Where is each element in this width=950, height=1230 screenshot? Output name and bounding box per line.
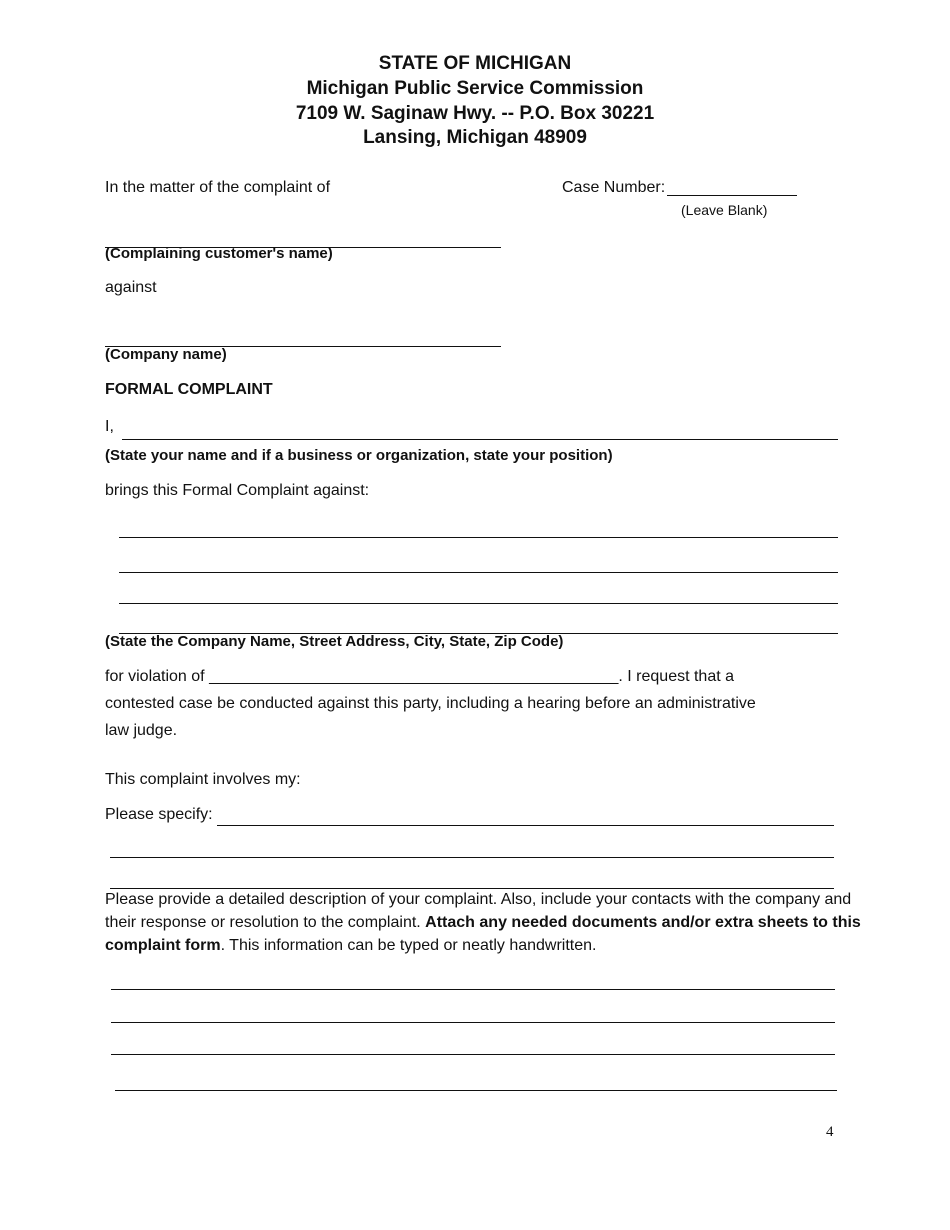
matter-label: In the matter of the complaint of <box>105 179 331 196</box>
involves-label: This complaint involves my: <box>105 771 301 788</box>
violation-prefix: for violation of <box>105 668 205 685</box>
company-address-label: (State the Company Name, Street Address, City, State, Zip Code) <box>105 633 564 650</box>
specify-field[interactable] <box>217 825 834 826</box>
complainant-name-field[interactable] <box>122 439 838 440</box>
state-name-label: (State your name and if a business or organization, state your position) <box>105 447 613 464</box>
case-number-label: Case Number: <box>562 179 666 196</box>
case-number-note: (Leave Blank) <box>681 202 768 218</box>
description-line-2[interactable] <box>111 1022 835 1023</box>
description-line-4[interactable] <box>115 1090 837 1091</box>
violation-suffix: . I request that a <box>618 668 735 685</box>
description-paragraph <box>105 888 865 957</box>
company-address-line-1[interactable] <box>119 537 838 538</box>
company-address-line-2[interactable] <box>119 572 838 573</box>
description-line-3[interactable] <box>111 1054 835 1055</box>
description-bold: Attach any needed documents and/or extra sheets to this complaint form <box>105 914 861 954</box>
formal-complaint-title: FORMAL COMPLAINT <box>105 381 273 398</box>
case-number-field[interactable] <box>667 195 797 196</box>
violation-blank[interactable]: ______________________________________________ <box>209 668 619 685</box>
description-part-1: Please provide a detailed description of your complaint. Also, include your contacts with the company and their response or resolution to the complaint. <box>105 891 852 931</box>
page-number: 4 <box>826 1124 834 1140</box>
header-commission: Michigan Public Service Commission <box>306 78 644 99</box>
description-line-1[interactable] <box>111 989 835 990</box>
header-state: STATE OF MICHIGAN <box>378 53 572 74</box>
violation-line-1 <box>105 667 734 687</box>
brings-label: brings this Formal Complaint against: <box>105 482 370 499</box>
specify-line-2[interactable] <box>110 857 834 858</box>
header-address: 7109 W. Saginaw Hwy. -- P.O. Box 30221 <box>295 103 655 124</box>
description-part-2: . This information can be typed or neatly handwritten. <box>220 937 597 954</box>
header-city: Lansing, Michigan 48909 <box>363 127 587 148</box>
violation-line-3: law judge. <box>105 722 178 739</box>
company-name-label: (Company name) <box>105 346 227 363</box>
customer-name-label: (Complaining customer's name) <box>105 245 333 262</box>
company-address-line-3[interactable] <box>119 603 838 604</box>
against-label: against <box>105 279 157 296</box>
i-label: I, <box>105 418 114 435</box>
violation-line-2: contested case be conducted against this party, including a hearing before an administrative <box>105 695 756 712</box>
specify-label: Please specify: <box>105 806 213 823</box>
